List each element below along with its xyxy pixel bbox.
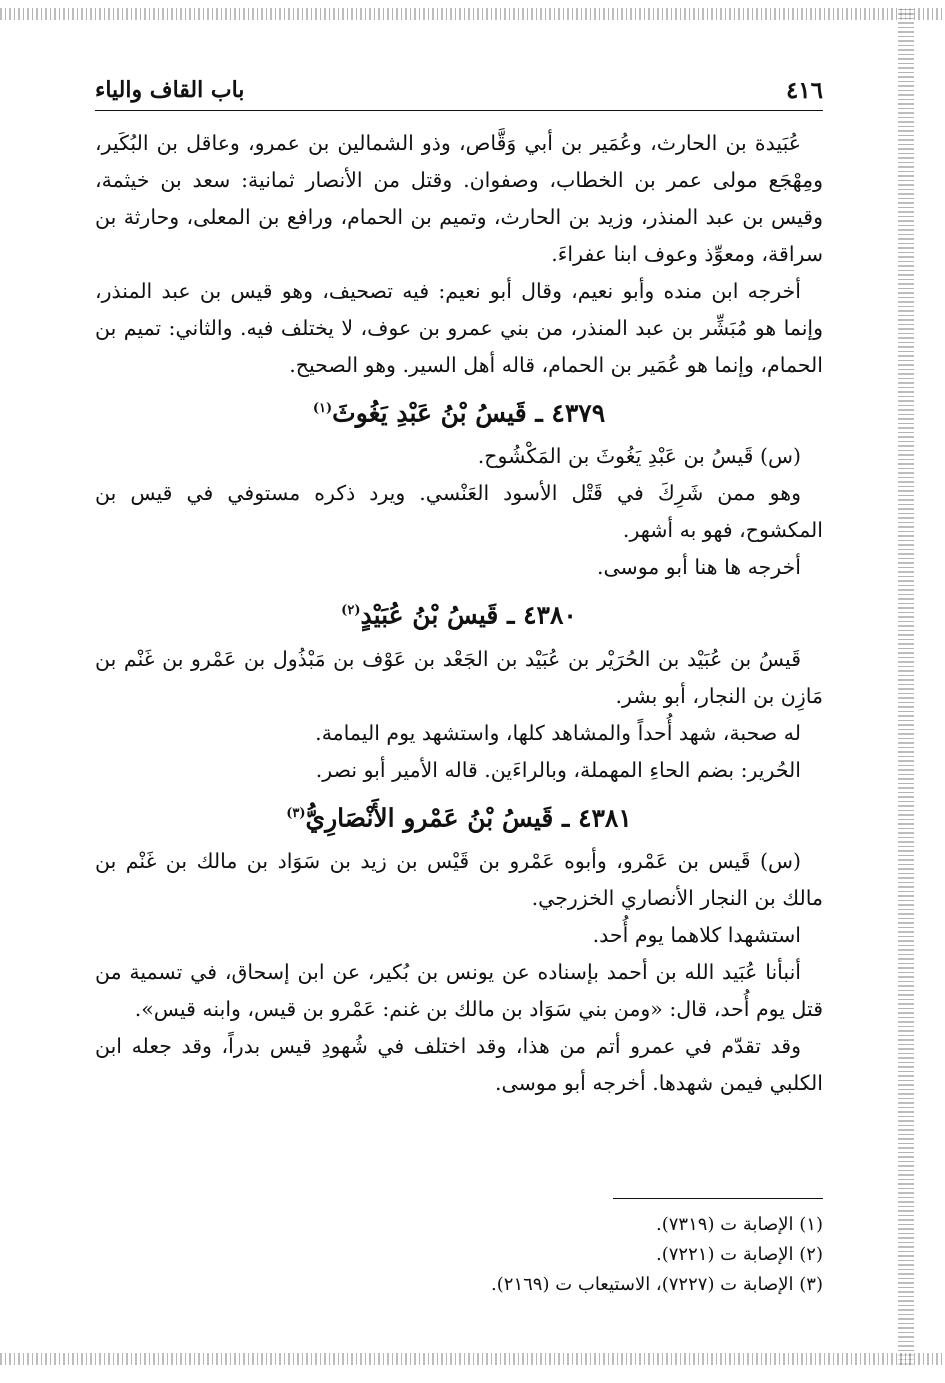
footnote: (٢) الإصابة ت (٧٢٢١). xyxy=(656,1244,823,1265)
entry-paragraph: قَيسُ بن عُبَيْد بن الحُرَيْر بن عُبَيْد بن الجَعْد بن عَوْف بن مَبْذُول بن عَمْرو بن غَنْم بن مَازِن بن النجار، أبو بشر. xyxy=(95,646,823,708)
entry-paragraph: استشهدا كلاهما يوم أُحد. xyxy=(592,922,801,947)
intro-paragraph: عُبَيدة بن الحارث، وعُمَير بن أبي وَقَّاص، وذو الشمالين بن عمرو، وعاقل بن البُكَير، ومِهْجَع مولى عمر بن الخطاب، وصفوان. وقتل من الأنصار ثمانية: سعد بن خيثمة، وقيس بن عبد المنذر، وزيد بن الحارث، وتميم بن الحمام، ورافع بن المعلى، وحارثة بن سراقة، ومعوِّذ وعوف ابنا عفراءَ. xyxy=(95,131,823,266)
footnote-divider xyxy=(613,1198,823,1199)
entry-paragraph: (س) قَيسُ بن عَبْدِ يَغُوثَ بن المَكْشُوح. xyxy=(477,444,801,469)
page-body xyxy=(95,125,823,1102)
entry-paragraph: له صحبة، شهد أُحداً والمشاهد كلها، واستشهد يوم اليمامة. xyxy=(315,720,801,745)
footnote-ref: (١) xyxy=(312,401,333,416)
right-ornamental-border xyxy=(898,8,914,1365)
footnote-ref: (٣) xyxy=(286,805,306,821)
entry-paragraph: (س) قَيس بن عَمْرو، وأبوه عَمْرو بن قَيْس بن زيد بن سَوَاد بن مالك بن غَنْم بن مالك بن النجار الأنصاري الخزرجي. xyxy=(95,848,823,910)
bottom-ornamental-border xyxy=(0,1353,945,1365)
intro-paragraph: أخرجه ابن منده وأبو نعيم، وقال أبو نعيم: فيه تصحيف، وهو قيس بن عبد المنذر، وإنما هو مُبَشِّر بن عبد المنذر، من بني عمرو بن عوف، لا يختلف فيه. والثاني: تميم بن الحمام، وإنما هو عُمَير بن الحمام، قاله أهل السير. وهو الصحيح. xyxy=(95,279,823,377)
footnote: (١) الإصابة ت (٧٣١٩). xyxy=(656,1214,823,1235)
entry-paragraph: وقد تقدّم في عمرو أتم من هذا، وقد اختلف في شُهودِ قيس بدراً، وقد جعله ابن الكلبي فيمن شهدها. أخرجه أبو موسى. xyxy=(95,1033,823,1095)
entry-title: ٤٣٨٠ ـ قَيسُ بْنُ عُبَيْدٍ$^{(٢)}$ xyxy=(341,600,577,630)
entry-paragraph: أنبأنا عُبَيد الله بن أحمد بإسناده عن يونس بن بُكير، عن ابن إسحاق، في تسمية من قتل يوم أُحد، قال: «ومن بني سَوَاد بن مالك بن غنم: عَمْرو بن قيس، وابنه قيس». xyxy=(95,959,823,1021)
book-page xyxy=(95,70,823,1350)
page-number: ٤١٦ xyxy=(785,76,823,104)
entry-title: ٤٣٧٩ ـ قَيسُ بْنُ عَبْدِ يَغُوثَ$^{(١)}$ xyxy=(312,398,606,428)
entry-paragraph: أخرجه ها هنا أبو موسى. xyxy=(596,555,801,580)
entry-paragraph: وهو ممن شَرِكَ في قَتْل الأسود العَنْسي. ويرد ذكره مستوفي في قيس بن المكشوح، فهو به أشهر. xyxy=(95,481,823,543)
running-header xyxy=(95,70,823,111)
footnotes xyxy=(95,1210,823,1300)
entry-title: ٤٣٨١ ـ قَيسُ بْنُ عَمْرو الأَنْصَارِيُّ$^{(٣)}$ xyxy=(286,802,632,832)
footnote-ref: (٢) xyxy=(341,603,361,619)
entry-paragraph: الحُرير: بضم الحاءِ المهملة، وبالراءَين. قاله الأمير أبو نصر. xyxy=(315,757,801,782)
section-title: باب القاف والياء xyxy=(95,77,245,103)
top-ornamental-border xyxy=(0,8,945,20)
footnote: (٣) الإصابة ت (٧٢٢٧)، الاستيعاب ت (٢١٦٩). xyxy=(491,1274,823,1295)
